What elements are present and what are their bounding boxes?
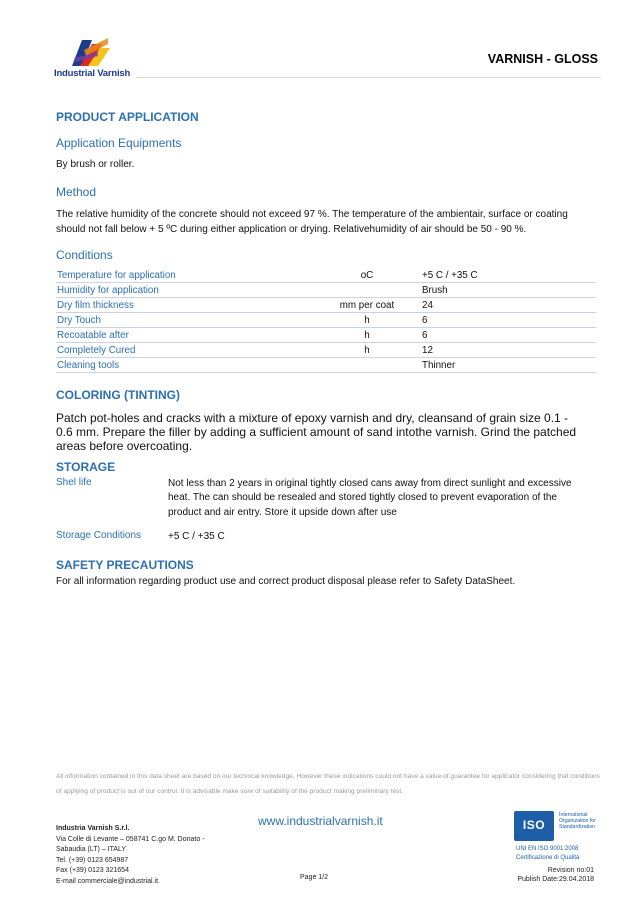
condition-label: Recoatable after (57, 330, 129, 341)
condition-value: +5 C / +35 C (422, 270, 478, 281)
method-text: The relative humidity of the concrete should not exceed 97 %. The temperature of the ambientair, surface or coating should not fall below + 5 ºC during either application or drying. Relativehumidity of air should be 50 - 90 %. (56, 209, 568, 235)
iso-organization: International Organization for Standardization (559, 812, 596, 831)
address-line: Sabaudia (LT) – ITALY (56, 846, 127, 854)
safety-text: For all information regarding product use and correct product disposal please refer to Safety DataSheet. (56, 576, 516, 587)
method-heading: Method (56, 185, 97, 199)
storage-heading: STORAGE (56, 460, 116, 474)
condition-unit: h (364, 345, 370, 356)
condition-value: Thinner (422, 360, 456, 371)
product-application-heading: PRODUCT APPLICATION (56, 110, 199, 124)
shelf-life-label: Shel life (56, 477, 92, 488)
iso-certification (514, 808, 606, 866)
company-info (56, 824, 226, 888)
condition-value: 12 (422, 345, 433, 356)
condition-label: Dry film thickness (57, 300, 134, 311)
condition-unit: oC (360, 270, 374, 281)
condition-label: Completely Cured (57, 345, 136, 356)
table-row (56, 358, 596, 373)
logo-text: Industrial Varnish (54, 68, 131, 79)
condition-unit: mm per coat (339, 300, 395, 311)
table-row (56, 328, 596, 343)
revision-info (517, 866, 594, 884)
address-line: Via Colle di Levante – 058741 C.go M. Donato - (56, 835, 205, 843)
storage-conditions-label: Storage Conditions (56, 530, 142, 541)
conditions-heading: Conditions (56, 248, 113, 262)
logo-mark-icon (68, 36, 112, 68)
condition-label: Dry Touch (57, 315, 101, 326)
company-logo (54, 36, 132, 84)
condition-value: 6 (422, 330, 428, 341)
table-row (56, 283, 596, 298)
table-row (56, 343, 596, 358)
condition-label: Humidity for application (57, 285, 159, 296)
table-row (56, 268, 596, 283)
iso-certification-text: Certificazione di Qualità (516, 855, 580, 861)
document-title: VARNISH - GLOSS (487, 52, 598, 66)
table-row (56, 313, 596, 328)
iso-mark: ISO (522, 818, 546, 832)
condition-value: 24 (422, 300, 433, 311)
publish-date: Publish Date:29.04.2018 (517, 876, 594, 883)
telephone: Tel. (+39) 0123 654987 (56, 856, 129, 864)
revision-number: Revision no:01 (547, 867, 594, 874)
iso-standard: UNI EN ISO 9001:2008 (516, 846, 579, 852)
company-name: Industria Varnish S.r.l. (56, 825, 130, 832)
conditions-table (56, 268, 596, 373)
condition-value: 6 (422, 315, 428, 326)
header-divider (136, 77, 601, 78)
storage-conditions-value: +5 C / +35 C (168, 531, 225, 542)
condition-label: Cleaning tools (57, 360, 120, 371)
website-link[interactable]: www.industrialvarnish.it (258, 814, 383, 828)
iso-logo-icon (514, 811, 554, 841)
fax: Fax (+39) 0123 321654 (56, 867, 129, 875)
condition-label: Temperature for application (57, 270, 176, 281)
table-row (56, 298, 596, 313)
email: E-mail commerciale@industrial.it. (56, 877, 160, 885)
application-equipments-heading: Application Equipments (56, 136, 182, 150)
disclaimer-text: All information contained in this data sheet are based on our technical knowledge. However these indications could not have a value of guarantee for applicator considering that conditions of applying of product is out of our control. It is advisable make sure of suitability of the product making preliminary test. (56, 773, 600, 795)
application-equipments-text: By brush or roller. (56, 159, 135, 170)
coloring-text: Patch pot-holes and cracks with a mixture of epoxy varnish and dry, cleansand of grain size 0.1 - 0.6 mm. Prepare the filler by adding a sufficient amount of sand intothe varnish. Grind the patched areas before overcoating. (56, 411, 577, 454)
condition-unit: h (364, 315, 370, 326)
shelf-life-value: Not less than 2 years in original tightly closed cans away from direct sunlight and excessive heat. The can should be resealed and stored tightly closed to prevent evaporation of the product and air entry. Store it upside down after use (168, 478, 572, 518)
condition-value: Brush (422, 285, 448, 296)
safety-heading: SAFETY PRECAUTIONS (56, 558, 194, 572)
page-number: Page 1/2 (300, 874, 329, 881)
condition-unit: h (364, 330, 370, 341)
coloring-heading: COLORING (TINTING) (56, 388, 180, 402)
